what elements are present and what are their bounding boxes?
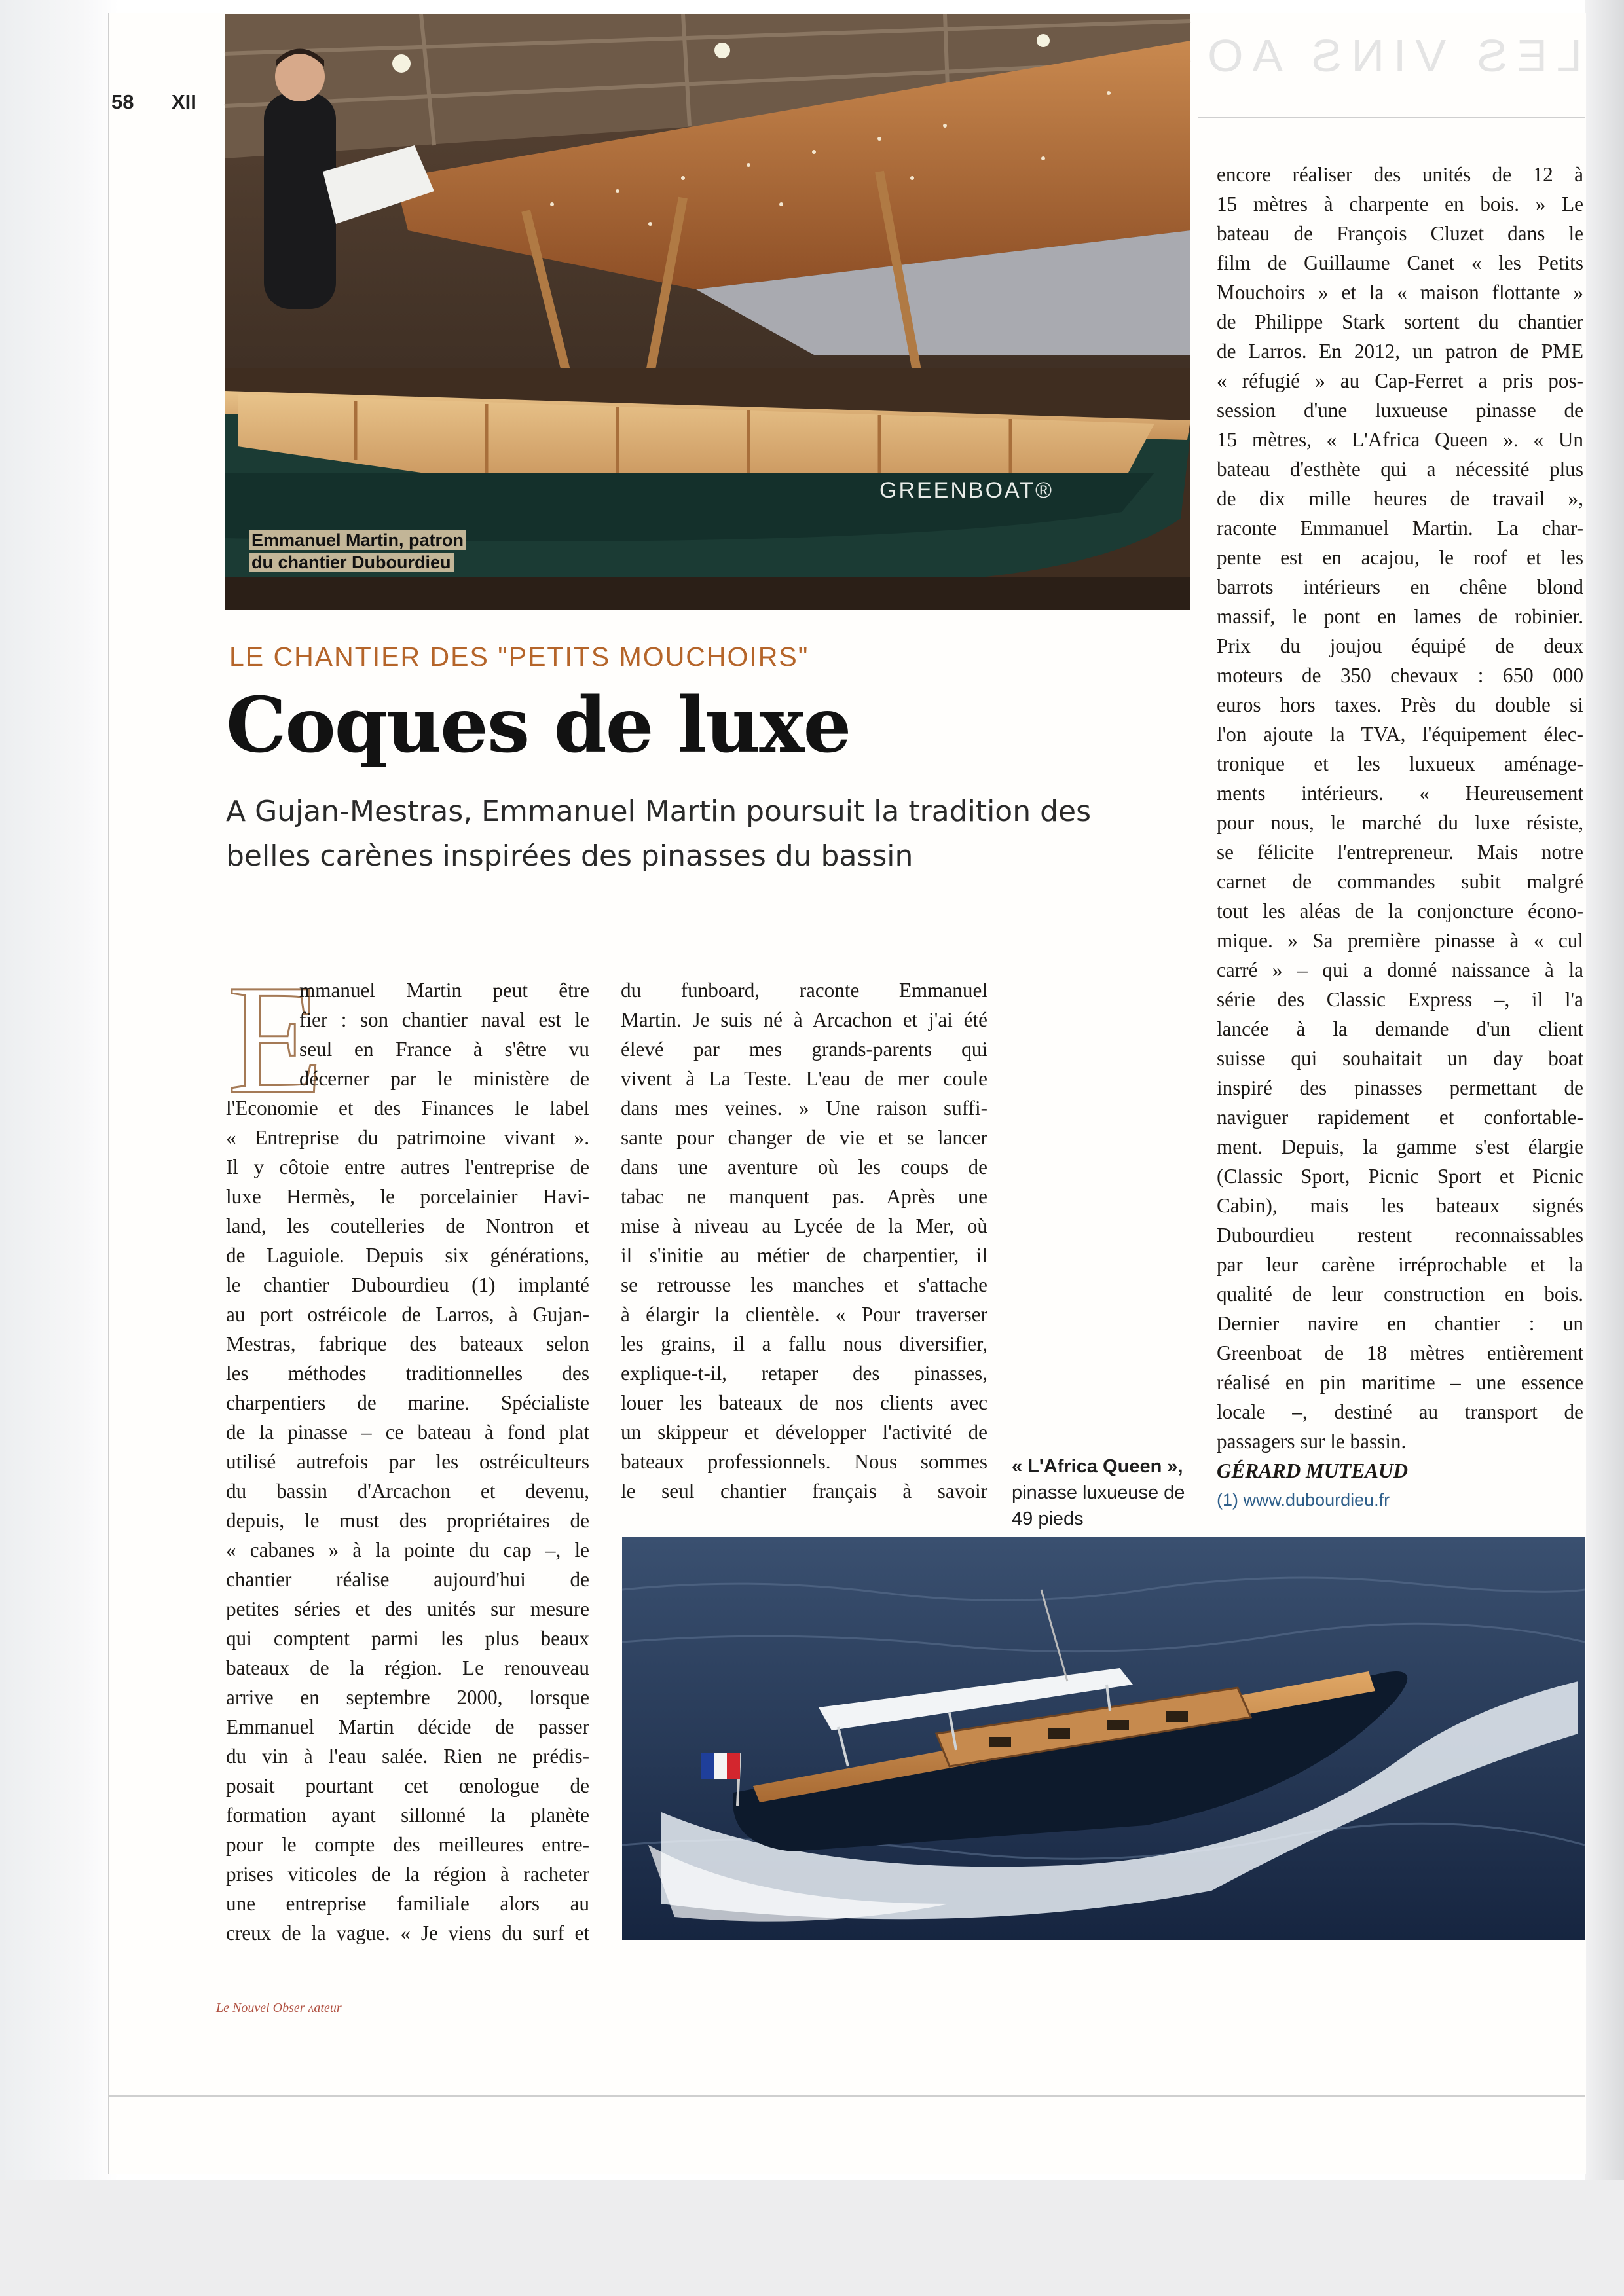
caption-line: Emmanuel Martin, patron	[249, 530, 466, 550]
text-line: carnet de commandes subit malgré	[1217, 870, 1583, 893]
workshop-photo	[225, 14, 1190, 610]
text-line: petites séries et des unités sur mesure	[226, 1597, 589, 1620]
text-line: Prix du joujou équipé de deux	[1217, 634, 1583, 657]
text-line: locale –, destiné au transport de	[1217, 1400, 1583, 1423]
kicker: LE CHANTIER DES "PETITS MOUCHOIRS"	[229, 642, 809, 672]
text-line: bateau de François Cluzet dans le	[1217, 222, 1583, 245]
text-line: chantier réalise aujourd'hui de	[226, 1568, 589, 1591]
text-line: barrots intérieurs en chêne blond	[1217, 575, 1583, 598]
drop-cap-letter: E	[227, 952, 323, 1126]
text-line: tronique et les luxueux aménage-	[1217, 752, 1583, 775]
text-line: land, les coutelleries de Nontron et	[226, 1214, 589, 1237]
text-line: (Classic Sport, Picnic Sport et Picnic	[1217, 1165, 1583, 1188]
bleed-through-text: LES VINS AO	[1198, 30, 1582, 81]
text-line: de Philippe Stark sortent du chantier	[1217, 310, 1583, 333]
text-line: bateaux professionnels. Nous sommes	[621, 1450, 987, 1473]
text-line: luxe Hermès, le porcelainier Havi-	[226, 1185, 589, 1208]
text-line: « réfugié » au Cap-Ferret a pris pos-	[1217, 369, 1583, 392]
text-line: de Larros. En 2012, un patron de PME	[1217, 340, 1583, 363]
scan-margin-right	[1585, 0, 1624, 2296]
publication-footer: Le Nouvel Obser ʌateur	[216, 2001, 342, 2015]
article-column-3	[1217, 160, 1583, 1515]
text-line: élevé par mes grands-parents qui	[621, 1038, 987, 1061]
text-line: qualité de leur construction en bois.	[1217, 1283, 1583, 1305]
text-line: série des Classic Express –, il l'a	[1217, 988, 1583, 1011]
text-line: dans mes veines. » Une raison suffi-	[621, 1097, 987, 1120]
text-line: charpentiers de marine. Spécialiste	[226, 1391, 589, 1414]
text-line: au port ostréicole de Larros, à Gujan-	[226, 1303, 589, 1326]
text-line: encore réaliser des unités de 12 à	[1217, 163, 1583, 186]
text-line: passagers sur le bassin.	[1217, 1430, 1407, 1453]
text-line: pour le compte des meilleures entre-	[226, 1833, 589, 1856]
text-line: à élargir la clientèle. « Pour traverser	[621, 1303, 987, 1326]
text-line: ment. Depuis, la gamme s'est élargie	[1217, 1135, 1583, 1158]
text-line: bateaux de la région. Le renouveau	[226, 1656, 589, 1679]
text-line: de Laguiole. Depuis six générations,	[226, 1244, 589, 1267]
text-line: prises viticoles de la région à racheter	[226, 1863, 589, 1886]
text-line: tabac ne manquent pas. Après une	[621, 1185, 987, 1208]
text-line: inspiré des pinasses permettant de	[1217, 1076, 1583, 1099]
text-line: « cabanes » à la pointe du cap –, le	[226, 1539, 589, 1561]
text-line: suisse qui souhaitait un day boat	[1217, 1047, 1583, 1070]
article-column-2	[621, 975, 987, 1506]
text-line: Martin. Je suis né à Arcachon et j'ai été	[621, 1008, 987, 1031]
text-line: mique. » Sa première pinasse à « cul	[1217, 929, 1583, 952]
boat-photo	[622, 1537, 1585, 1940]
text-line: 15 mètres, « L'Africa Queen ». « Un	[1217, 428, 1583, 451]
text-line: utilisé autrefois par les ostréiculteurs	[226, 1450, 589, 1473]
text-line: pente est en acajou, le roof et les	[1217, 546, 1583, 569]
page-number: 58	[111, 90, 134, 113]
text-line: le chantier Dubourdieu (1) implanté	[226, 1273, 589, 1296]
text-line: vivent à La Teste. L'eau de mer coule	[621, 1067, 987, 1090]
text-line: un skippeur et développer l'activité de	[621, 1421, 987, 1444]
text-line: Dubourdieu restent reconnaissables	[1217, 1224, 1583, 1247]
text-line: 15 mètres à charpente en bois. » Le	[1217, 192, 1583, 215]
section-number: XII	[172, 90, 196, 113]
scan-margin-bottom	[0, 2180, 1624, 2296]
footnote-link[interactable]: (1) www.dubourdieu.fr	[1217, 1490, 1390, 1510]
text-line: pour nous, le marché du luxe résiste,	[1217, 811, 1583, 834]
photo-caption-bottom	[1012, 1453, 1185, 1532]
text-line: Mouchoirs » et la « maison flottante »	[1217, 281, 1583, 304]
text-line: lancée à la demande d'un client	[1217, 1017, 1583, 1040]
text-line: Greenboat de 18 mètres entièrement	[1217, 1341, 1583, 1364]
text-line: du bassin d'Arcachon et devenu,	[226, 1480, 589, 1503]
text-line: louer les bateaux de nos clients avec	[621, 1391, 987, 1414]
speedboat-illustration	[622, 1537, 1585, 1940]
standfirst: A Gujan-Mestras, Emmanuel Martin poursuit la tradition des belles carènes inspirées des pinasses du bassin	[226, 795, 1092, 873]
top-rule	[1198, 117, 1585, 118]
text-line: décerner par le ministère de	[299, 1067, 589, 1090]
text-line: depuis, le must des propriétaires de	[226, 1509, 589, 1532]
text-line: formation ayant sillonné la planète	[226, 1804, 589, 1827]
text-line: dans une aventure où les coups de	[621, 1156, 987, 1178]
text-line: massif, le pont en lames de robinier.	[1217, 605, 1583, 628]
text-line: sante pour changer de vie et se lancer	[621, 1126, 987, 1149]
text-line: seul en France à s'être vu	[299, 1038, 589, 1061]
text-line: se félicite l'entrepreneur. Mais notre	[1217, 841, 1583, 864]
scan-margin-left	[0, 0, 118, 2296]
text-line: de la pinasse – ce bateau à fond plat	[226, 1421, 589, 1444]
text-line: par leur carène irréprochable et la	[1217, 1253, 1583, 1276]
text-line: session d'une luxueuse pinasse de	[1217, 399, 1583, 422]
text-line: mmanuel Martin peut être	[299, 979, 589, 1002]
text-line: Dernier navire en chantier : un	[1217, 1312, 1583, 1335]
text-line: film de Guillaume Canet « les Petits	[1217, 251, 1583, 274]
greenboat-label: GREENBOAT®	[879, 478, 1054, 503]
caption-line: pinasse luxueuse de	[1012, 1482, 1185, 1503]
headline: Coques de luxe	[226, 681, 851, 770]
workshop-illustration	[225, 14, 1190, 610]
text-line: carré » – qui a donné naissance à la	[1217, 958, 1583, 981]
text-line: bateau d'esthète qui a nécessité plus	[1217, 458, 1583, 481]
text-line: « Entreprise du patrimoine vivant ».	[226, 1126, 589, 1149]
text-line: l'Economie et des Finances le label	[226, 1097, 589, 1120]
text-line: se retrousse les manches et s'attache	[621, 1273, 987, 1296]
text-line: posait pourtant cet œnologue de	[226, 1774, 589, 1797]
text-line: une entreprise familiale alors au	[226, 1892, 589, 1915]
text-line: naviguer rapidement et confortable-	[1217, 1106, 1583, 1129]
article-column-1	[226, 975, 589, 1948]
text-line: moteurs de 350 chevaux : 650 000	[1217, 664, 1583, 687]
text-line: du vin à l'eau salée. Rien ne prédis-	[226, 1745, 589, 1768]
text-line: réalisé en pin maritime – une essence	[1217, 1371, 1583, 1394]
text-line: arrive en septembre 2000, lorsque	[226, 1686, 589, 1709]
text-line: le seul chantier français à savoir	[621, 1480, 987, 1503]
text-line: du funboard, raconte Emmanuel	[621, 979, 987, 1002]
caption-line: du chantier Dubourdieu	[249, 553, 454, 572]
text-line: qui comptent parmi les plus beaux	[226, 1627, 589, 1650]
text-line: tout les aléas de la conjoncture écono-	[1217, 900, 1583, 922]
text-line: fier : son chantier naval est le	[299, 1008, 589, 1031]
text-line: l'on ajoute la TVA, l'équipement élec-	[1217, 723, 1583, 746]
text-line: ments intérieurs. « Heureusement	[1217, 782, 1583, 805]
text-line: il s'initie au métier de charpentier, il	[621, 1244, 987, 1267]
text-line: creux de la vague. « Je viens du surf et	[226, 1922, 589, 1944]
text-line: euros hors taxes. Près du double si	[1217, 693, 1583, 716]
bottom-rule	[108, 2095, 1585, 2097]
author-byline: GÉRARD MUTEAUD	[1217, 1459, 1409, 1482]
caption-title: « L'Africa Queen »,	[1012, 1456, 1183, 1477]
text-line: Il y côtoie entre autres l'entreprise de	[226, 1156, 589, 1178]
text-line: Mestras, fabrique des bateaux selon	[226, 1332, 589, 1355]
caption-line: 49 pieds	[1012, 1508, 1084, 1529]
text-line: explique-t-il, retaper des pinasses,	[621, 1362, 987, 1385]
text-line: les méthodes traditionnelles des	[226, 1362, 589, 1385]
text-line: Emmanuel Martin décide de passer	[226, 1715, 589, 1738]
text-line: raconte Emmanuel Martin. La char-	[1217, 517, 1583, 539]
text-line: les grains, il a fallu nous diversifier,	[621, 1332, 987, 1355]
text-line: mise à niveau au Lycée de la Mer, où	[621, 1214, 987, 1237]
text-line: de dix mille heures de travail »,	[1217, 487, 1583, 510]
text-line: Cabin), mais les bateaux signés	[1217, 1194, 1583, 1217]
photo-caption-top	[249, 529, 466, 574]
